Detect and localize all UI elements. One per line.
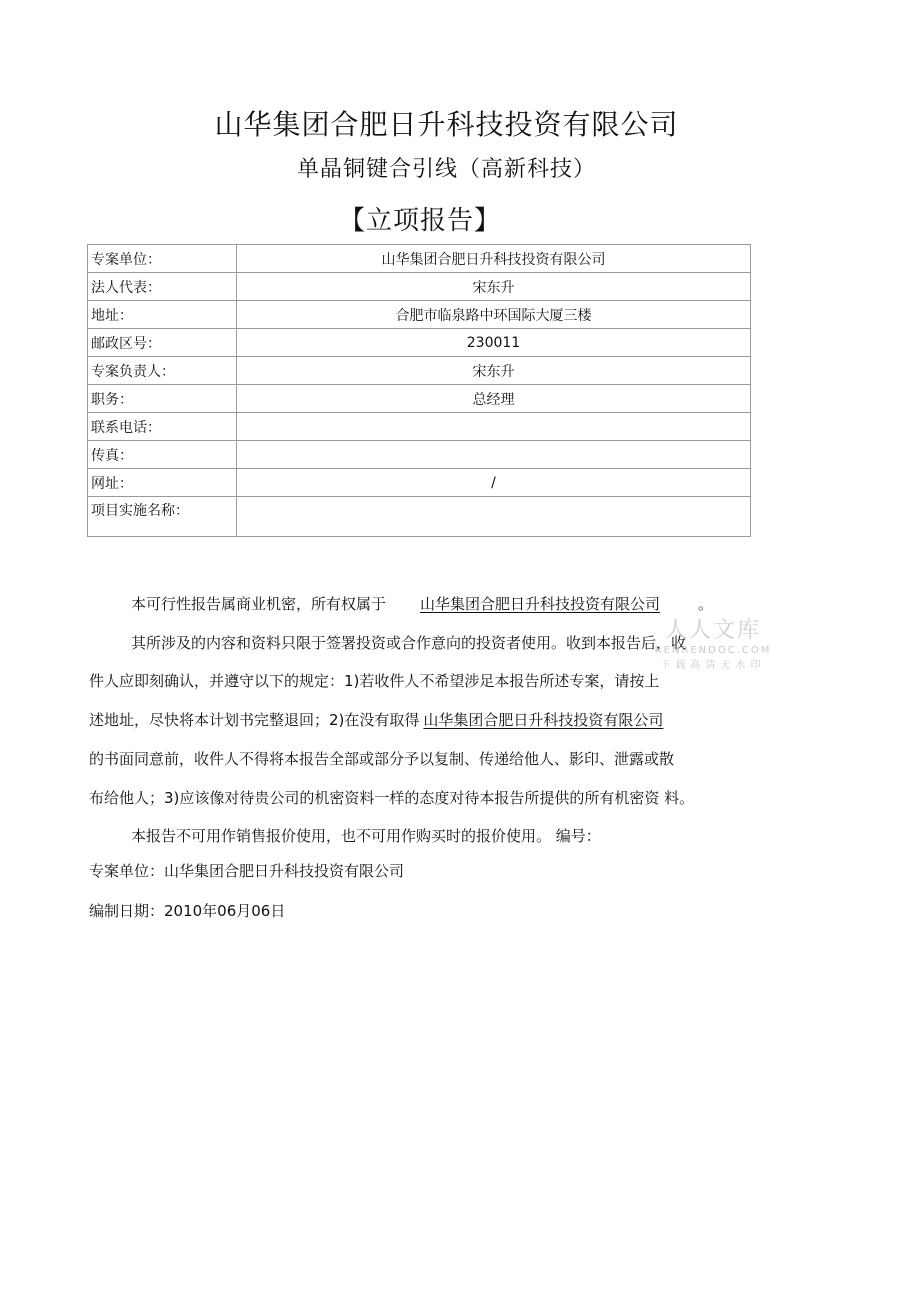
ownership-period: 。: [698, 595, 714, 613]
paragraph-usage-line-3: [89, 710, 663, 730]
row-value: 总经理: [237, 385, 751, 413]
table-row: [88, 441, 751, 469]
table-row: [88, 329, 751, 357]
watermark: [648, 620, 778, 671]
watermark-url: RENRENDOC.COM: [654, 645, 772, 656]
project-subtitle: 单晶铜键合引线（高新科技）: [296, 157, 596, 182]
row-label: 项目实施名称：: [88, 497, 237, 537]
row-value: 230011: [237, 329, 751, 357]
report-title: 【立项报告】: [338, 206, 501, 236]
watermark-tagline: 下载高清无水印: [660, 660, 766, 671]
paragraph-pricing-note: 本报告不可用作销售报价使用，也不可用作购买时的报价使用。 编号：: [131, 827, 601, 845]
table-row: [88, 273, 751, 301]
row-value: [237, 413, 751, 441]
row-value: /: [237, 469, 751, 497]
paragraph-usage-line-5: 布给他人；3)应该像对待贵公司的机密资料一样的态度对待本报告所提供的所有机密资 料。: [89, 789, 695, 807]
watermark-logo: 人人文库: [664, 618, 761, 643]
row-label: 法人代表：: [88, 273, 237, 301]
row-value: [237, 441, 751, 469]
table-row: [88, 385, 751, 413]
table-row: [88, 357, 751, 385]
row-label: 地址：: [88, 301, 237, 329]
row-label: 职务：: [88, 385, 237, 413]
owner-company-name: 山华集团合肥日升科技投资有限公司: [420, 595, 661, 613]
row-label: 专案单位：: [88, 245, 237, 273]
row-label: 网址：: [88, 469, 237, 497]
table-row: [88, 413, 751, 441]
table-row: [88, 301, 751, 329]
row-value: 宋东升: [237, 357, 751, 385]
row-value: 合肥市临泉路中环国际大厦三楼: [237, 301, 751, 329]
info-table: [87, 244, 751, 537]
row-label: 专案负责人：: [88, 357, 237, 385]
paragraph-usage-line-1: 其所涉及的内容和资料只限于签署投资或合作意向的投资者使用。收到本报告后，收: [131, 634, 687, 652]
paragraph-usage-line-4: 的书面同意前，收件人不得将本报告全部或部分予以复制、传递给他人、影印、泄露或散: [89, 750, 675, 768]
project-unit-line: 专案单位：山华集团合肥日升科技投资有限公司: [89, 862, 405, 880]
table-row: [88, 245, 751, 273]
usage-line-3-text: 述地址，尽快将本计划书完整退回；2)在没有取得: [89, 711, 420, 729]
row-label: 传真：: [88, 441, 237, 469]
row-value: [237, 497, 751, 537]
row-label: 联系电话：: [88, 413, 237, 441]
row-value: 山华集团合肥日升科技投资有限公司: [237, 245, 751, 273]
table-row: [88, 469, 751, 497]
paragraph-ownership: [131, 594, 713, 614]
compile-date-line: 编制日期：2010年06月06日: [89, 902, 286, 920]
company-title: 山华集团合肥日升科技投资有限公司: [214, 108, 679, 141]
paragraph-usage-line-2: 件人应即刻确认，并遵守以下的规定：1)若收件人不希望涉足本报告所述专案，请按上: [89, 672, 660, 690]
ownership-text: 本可行性报告属商业机密，所有权属于: [131, 595, 387, 613]
row-value: 宋东升: [237, 273, 751, 301]
row-label: 邮政区号：: [88, 329, 237, 357]
consent-company-name: 山华集团合肥日升科技投资有限公司: [423, 711, 664, 729]
table-row: [88, 497, 751, 537]
